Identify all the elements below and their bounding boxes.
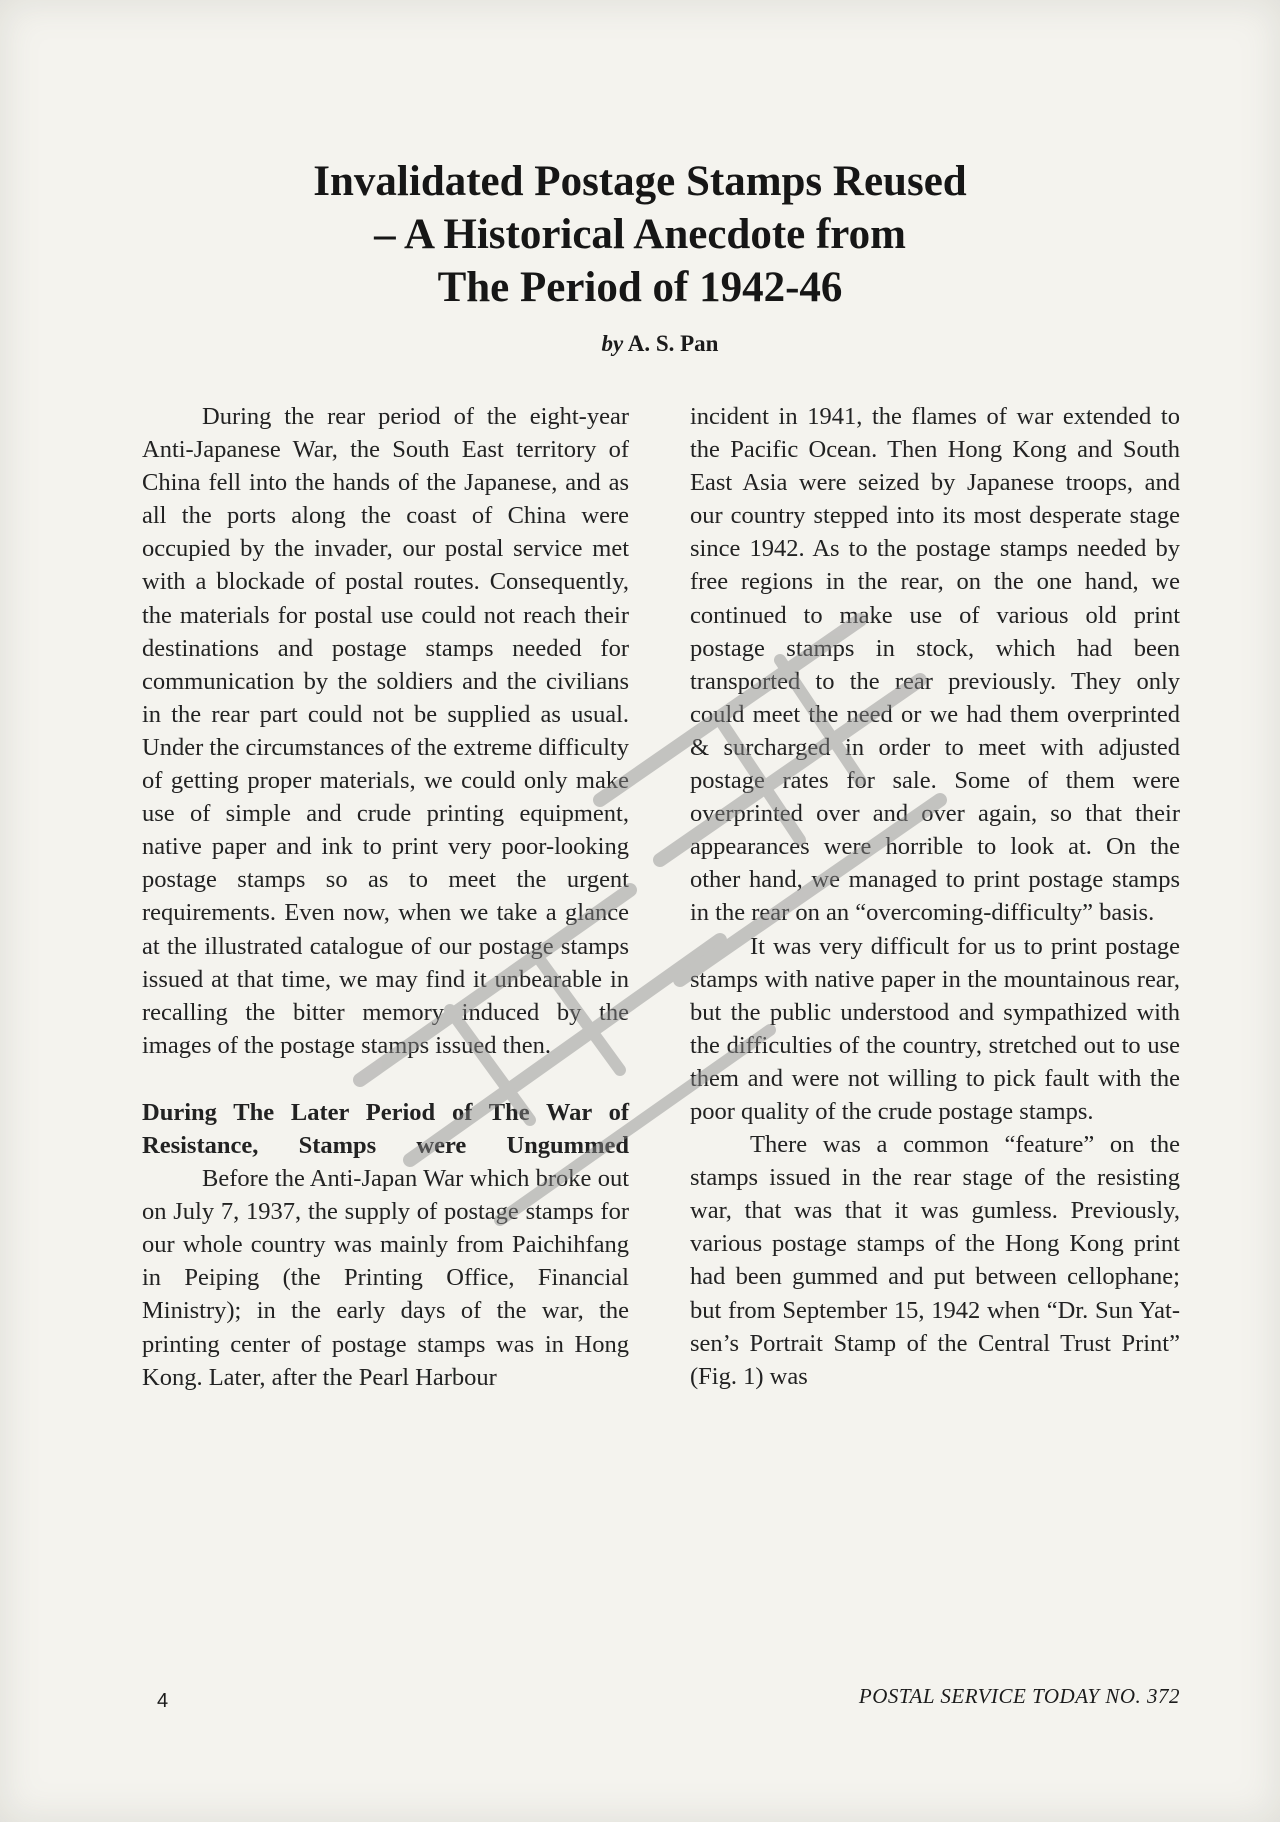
left-column bbox=[142, 400, 629, 1394]
subheading-line-1: During The Later Period of The War of bbox=[142, 1098, 629, 1126]
byline-prefix: by bbox=[601, 331, 624, 356]
page-number: 4 bbox=[157, 1690, 169, 1712]
byline bbox=[560, 331, 760, 357]
right-column bbox=[690, 400, 1180, 1393]
title-line-2: – A Historical Anecdote from bbox=[374, 211, 906, 258]
right-paragraph-3: There was a common “feature” on the stamps issued in the rear stage of the resisting war, that was that it was gumless. Previously, various postage stamps of the Hong Kong print had been gummed and put between cellophane; but from September 15, 1942 when “Dr. Sun Yat-sen’s Portrait Stamp of the Central Trust Print” (Fig. 1) was bbox=[690, 1131, 1180, 1390]
title-line-3: The Period of 1942-46 bbox=[437, 264, 843, 311]
left-paragraph-1: During the rear period of the eight-year Anti-Japanese War, the South East territory of China fell into the hands of the Japanese, and as all the ports along the coast of China were occupied by the invader, our postal service met with a blockade of postal routes. Consequently, the materials for postal use could not reach their destinations and postage stamps needed for communication by the soldiers and the civilians in the rear part could not be supplied as usual. Under the circumstances of the extreme difficulty of getting proper materials, we could only make use of simple and crude printing equipment, native paper and ink to print very poor-looking postage stamps so as to meet the urgent requirements. Even now, when we take a glance at the illustrated catalogue of our postage stamps issued at that time, we may find it unbearable in recalling the bitter memory induced by the images of the postage stamps issued then. bbox=[142, 403, 629, 1059]
title-line-1: Invalidated Postage Stamps Reused bbox=[313, 158, 967, 205]
section-subheading bbox=[142, 1096, 629, 1162]
publication-footer: POSTAL SERVICE TODAY NO. 372 bbox=[858, 1684, 1180, 1708]
right-paragraph-2: It was very difficult for us to print postage stamps with native paper in the mountainous rear, but the public understood and sympathized with the difficulties of the country, stretched out to use them and were not willing to pick fault with the poor quality of the crude postage stamps. bbox=[690, 932, 1180, 1125]
subheading-line-2: Resistance, Stamps were Ungummed bbox=[142, 1131, 629, 1159]
right-paragraph-1: incident in 1941, the flames of war extended to the Pacific Ocean. Then Hong Kong and South East Asia were seized by Japanese troops, and our country stepped into its most desperate stage since 1942. As to the postage stamps needed by free regions in the rear, on the one hand, we continued to make use of various old print postage stamps in stock, which had been transported to the rear previously. They only could meet the need or we had them overprinted & surcharged in order to meet with adjusted postage rates for sale. Some of them were overprinted over and over again, so that their appearances were horrible to look at. On the other hand, we managed to print postage stamps in the rear on an “overcoming-difficulty” basis. bbox=[690, 403, 1180, 927]
byline-author: A. S. Pan bbox=[627, 331, 719, 356]
left-paragraph-2: Before the Anti-Japan War which broke out on July 7, 1937, the supply of postage stamps for our whole country was mainly from Paichihfang in Peiping (the Printing Office, Financial Ministry); in the early days of the war, the printing center of postage stamps was in Hong Kong. Later, after the Pearl Harbour bbox=[142, 1165, 629, 1391]
article-title bbox=[140, 155, 1140, 314]
